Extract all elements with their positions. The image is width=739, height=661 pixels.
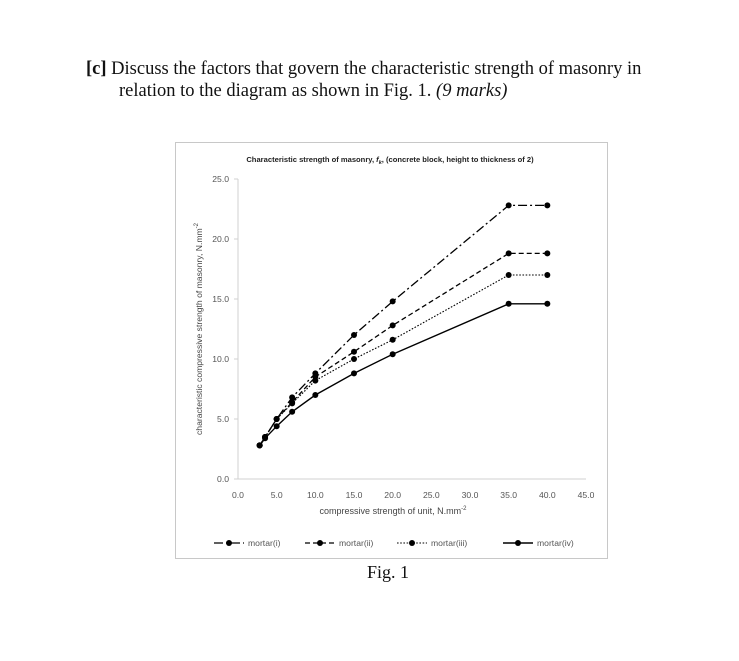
y-tick-label: 5.0 [217, 414, 229, 424]
y-tick-label: 20.0 [212, 234, 229, 244]
chart-title-symbol: f [376, 155, 379, 164]
data-point [544, 272, 550, 278]
question-marks: (9 marks) [436, 81, 508, 101]
y-tick-label: 25.0 [212, 174, 229, 184]
series-line [260, 275, 548, 445]
legend-label: mortar(ii) [339, 538, 374, 548]
chart-legend [214, 538, 574, 548]
x-tick-label: 45.0 [577, 490, 595, 500]
data-point [390, 322, 396, 328]
data-point [312, 378, 318, 384]
data-point [506, 202, 512, 208]
data-point [289, 409, 295, 415]
x-tick-label: 25.0 [422, 490, 440, 500]
y-tick-label: 10.0 [212, 354, 229, 364]
data-point [506, 250, 512, 256]
data-point [257, 442, 263, 448]
data-point [274, 423, 280, 429]
data-point [506, 272, 512, 278]
chart-title [246, 155, 534, 166]
series-mortari [257, 202, 551, 448]
legend-label: mortar(i) [248, 538, 281, 548]
legend-marker [226, 540, 232, 546]
question-line-2 [86, 80, 706, 102]
x-tick-label: 15.0 [345, 490, 363, 500]
data-point [390, 298, 396, 304]
data-point [351, 349, 357, 355]
series-mortariv [257, 301, 551, 449]
data-point [390, 351, 396, 357]
chart-container [175, 142, 608, 559]
legend-label: mortar(iv) [537, 538, 574, 548]
legend-label: mortar(iii) [431, 538, 468, 548]
data-point [289, 400, 295, 406]
question-text-line-2: relation to the diagram as shown in Fig. 1. [119, 81, 432, 101]
data-point [351, 332, 357, 338]
data-point [390, 337, 396, 343]
series-mortariii [257, 272, 551, 448]
x-tick-label: 20.0 [384, 490, 402, 500]
data-point [506, 301, 512, 307]
x-axis-label [320, 506, 468, 516]
figure-caption: Fig. 1 [367, 562, 410, 582]
data-point [544, 202, 550, 208]
legend-marker [409, 540, 415, 546]
chart-axes [212, 174, 594, 500]
legend-marker [515, 540, 521, 546]
y-tick-label: 15.0 [212, 294, 229, 304]
question-text-line-1: Discuss the factors that govern the characteristic strength of masonry in [111, 59, 642, 79]
legend-item [305, 538, 374, 548]
x-tick-label: 35.0 [500, 490, 518, 500]
x-tick-label: 5.0 [270, 490, 283, 500]
y-axis-label-sup: -2 [194, 223, 200, 229]
data-point [544, 301, 550, 307]
data-point [274, 416, 280, 422]
chart-series-layer [257, 202, 551, 448]
x-tick-label: 0.0 [232, 490, 244, 500]
y-axis-label [194, 222, 204, 435]
legend-item [214, 538, 281, 548]
data-point [544, 250, 550, 256]
x-axis-label-sup: -2 [461, 506, 467, 512]
question-text [86, 58, 706, 102]
y-axis-label-text: characteristic compressive strength of masonry, N.mm [194, 228, 204, 435]
data-point [351, 356, 357, 362]
x-tick-label: 10.0 [306, 490, 324, 500]
legend-item [503, 538, 574, 548]
data-point [312, 392, 318, 398]
x-axis-label-text: compressive strength of unit, N.mm [319, 506, 462, 516]
data-point [351, 370, 357, 376]
data-point [262, 435, 268, 441]
chart-svg [176, 143, 607, 558]
y-tick-label: 0.0 [217, 474, 229, 484]
series-line [260, 205, 548, 445]
x-tick-label: 30.0 [461, 490, 479, 500]
legend-marker [317, 540, 323, 546]
series-line [260, 304, 548, 446]
x-tick-label: 40.0 [538, 490, 556, 500]
chart-title-subscript: k [378, 160, 382, 166]
question-line-1 [86, 58, 706, 80]
question-label: [c] [86, 59, 107, 79]
chart-title-main: Characteristic strength of masonry, [246, 155, 377, 164]
chart-title-rest: , (concrete block, height to thickness of 2) [381, 155, 534, 164]
legend-item [397, 538, 467, 548]
